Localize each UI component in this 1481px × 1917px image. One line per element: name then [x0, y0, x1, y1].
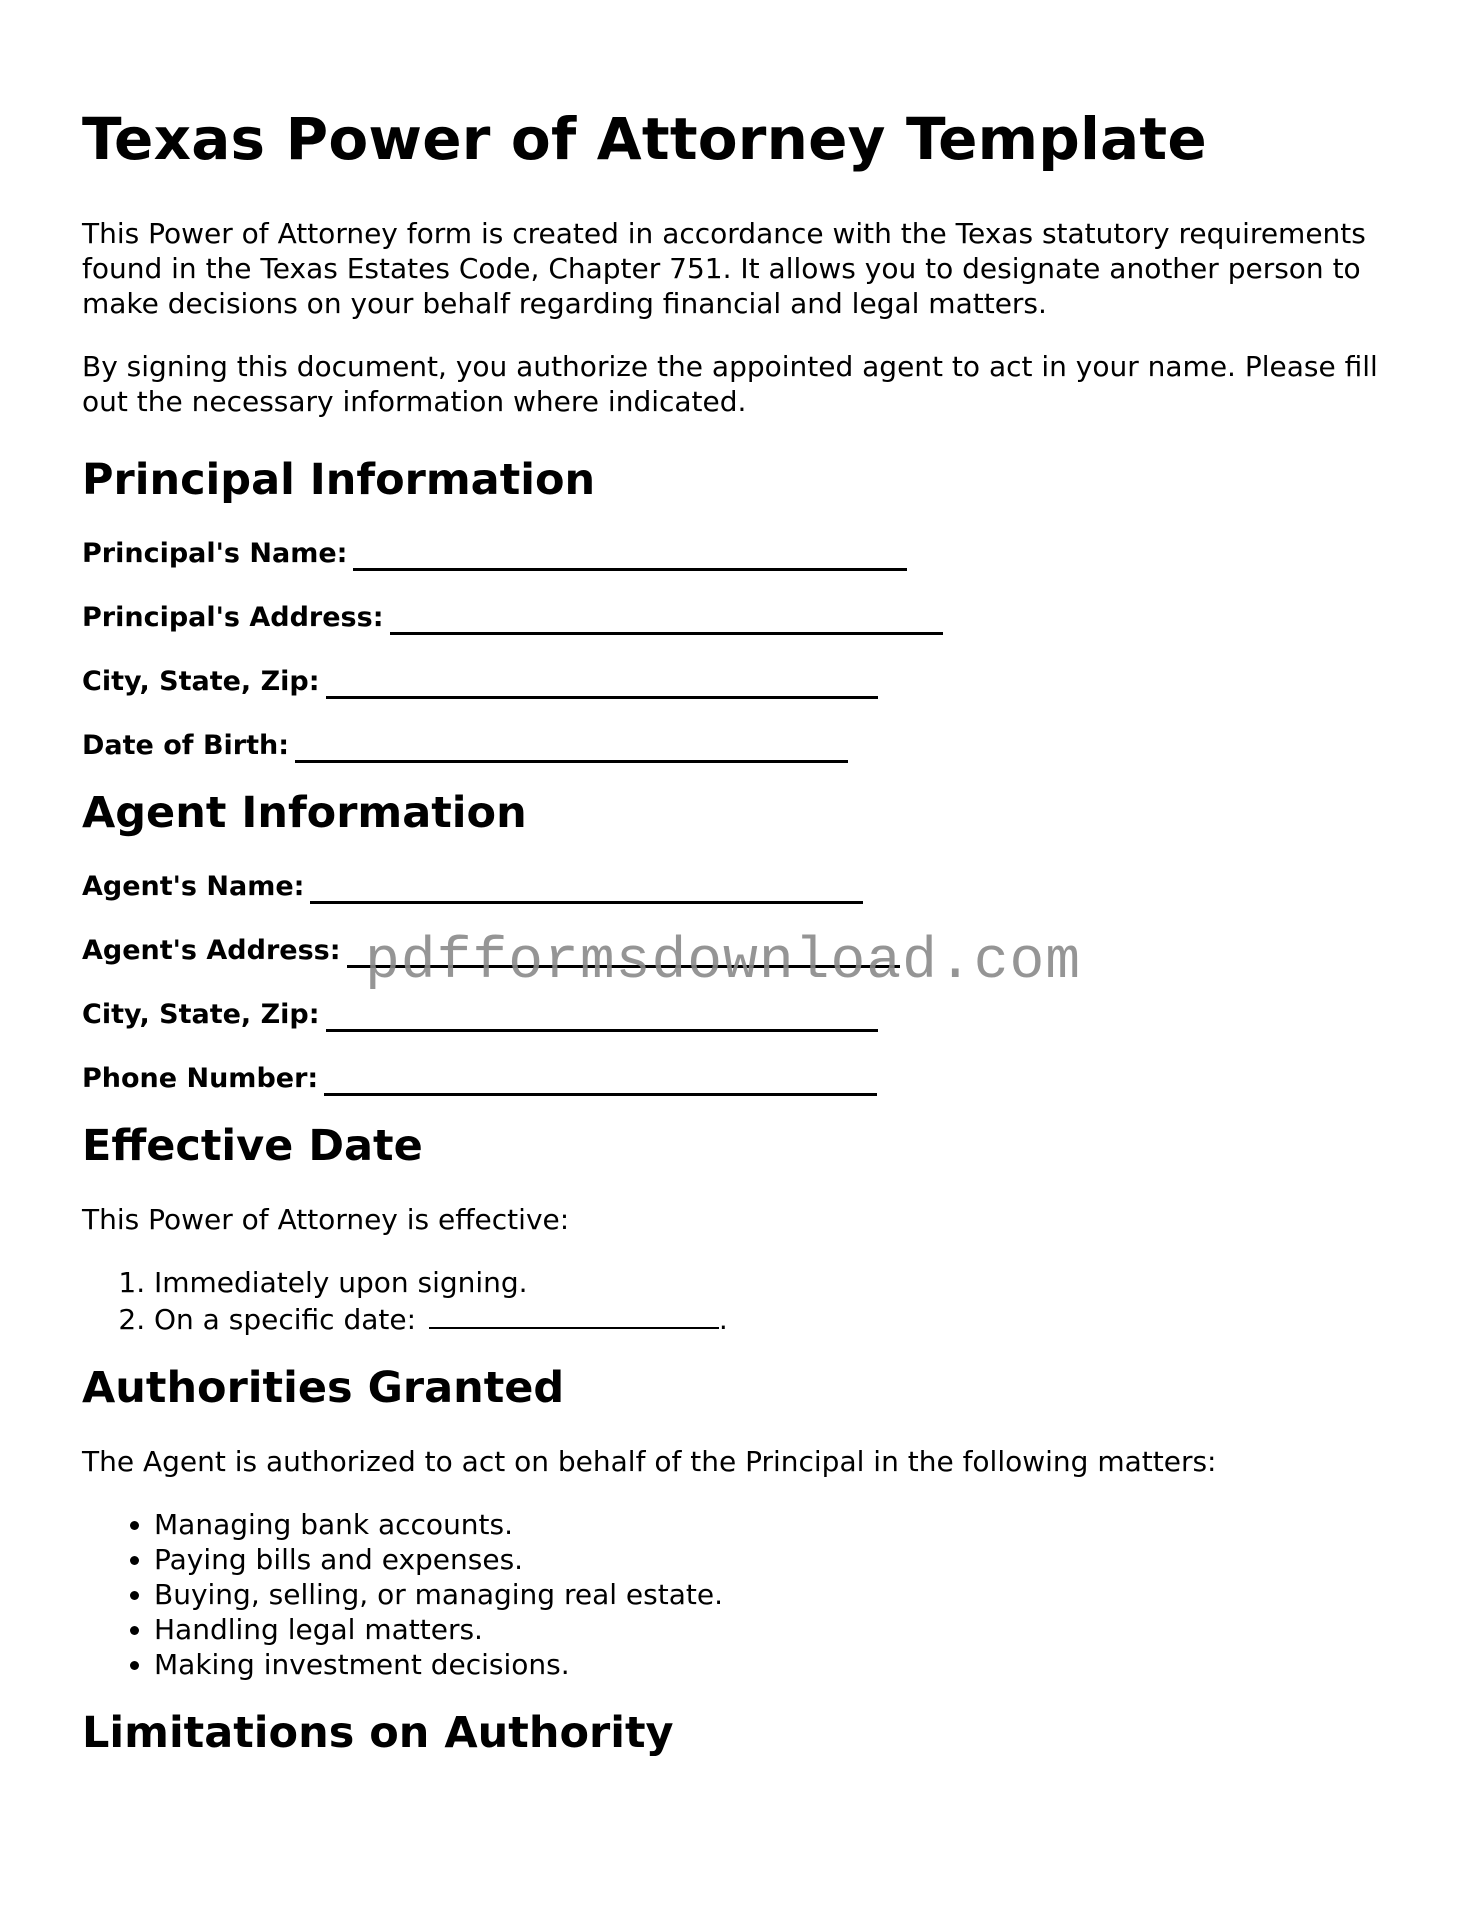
principal-city-state-zip-label: City, State, Zip: — [82, 666, 320, 697]
principal-address-label: Principal's Address: — [82, 602, 384, 633]
principal-city-state-zip-input[interactable] — [326, 666, 878, 699]
effective-option-immediate: 1. Immediately upon signing. — [154, 1265, 1402, 1300]
watermark: pdfformsdownload.com — [365, 930, 1082, 995]
agent-name-input[interactable] — [310, 871, 863, 904]
principal-address-field — [82, 600, 1402, 635]
agent-city-state-zip-input[interactable] — [326, 999, 878, 1032]
effective-option-specific-date: 2. On a specific date: . — [154, 1300, 1402, 1337]
agent-phone-input[interactable] — [324, 1063, 877, 1096]
agent-name-field — [82, 869, 1402, 904]
list-item: • Handling legal matters. — [154, 1612, 1402, 1647]
effective-date-heading: Effective Date — [82, 1121, 423, 1171]
list-item: • Buying, selling, or managing real estate. — [154, 1577, 1402, 1612]
authorities-list — [82, 1507, 1402, 1682]
principal-dob-input[interactable] — [295, 730, 848, 763]
principal-dob-field — [82, 728, 1402, 763]
agent-phone-field — [82, 1061, 1402, 1096]
principal-heading: Principal Information — [82, 455, 596, 505]
limitations-heading: Limitations on Authority — [82, 1708, 674, 1758]
principal-city-state-zip-field — [82, 664, 1402, 699]
principal-dob-label: Date of Birth: — [82, 730, 290, 761]
principal-address-input[interactable] — [390, 602, 943, 635]
list-item: • Making investment decisions. — [154, 1647, 1402, 1682]
agent-name-label: Agent's Name: — [82, 871, 305, 902]
authorities-intro: The Agent is authorized to act on behalf of the Principal in the following matters: — [82, 1445, 1217, 1478]
agent-address-label: Agent's Address: — [82, 935, 341, 966]
effective-date-intro: This Power of Attorney is effective: — [82, 1203, 570, 1236]
intro-paragraph-2: By signing this document, you authorize the appointed agent to act in your name. Please fill out the necessary information where indicated. — [82, 350, 1378, 418]
agent-city-state-zip-field — [82, 997, 1402, 1032]
page-title: Texas Power of Attorney Template — [82, 105, 1207, 173]
list-item: • Managing bank accounts. — [154, 1507, 1402, 1542]
intro-paragraph-1: This Power of Attorney form is created in accordance with the Texas statutory requirements found in the Texas Estates Code, Chapter 751. It allows you to designate another person to make decisions on your behalf regarding financial and legal matters. — [82, 217, 1366, 320]
principal-name-label: Principal's Name: — [82, 538, 348, 569]
agent-heading: Agent Information — [82, 788, 527, 838]
list-item: • Paying bills and expenses. — [154, 1542, 1402, 1577]
effective-date-options — [82, 1265, 1402, 1337]
principal-name-input[interactable] — [353, 538, 907, 571]
agent-city-state-zip-label: City, State, Zip: — [82, 999, 320, 1030]
agent-phone-label: Phone Number: — [82, 1063, 319, 1094]
authorities-heading: Authorities Granted — [82, 1363, 565, 1413]
principal-name-field — [82, 536, 1402, 571]
specific-date-input[interactable] — [429, 1300, 719, 1329]
